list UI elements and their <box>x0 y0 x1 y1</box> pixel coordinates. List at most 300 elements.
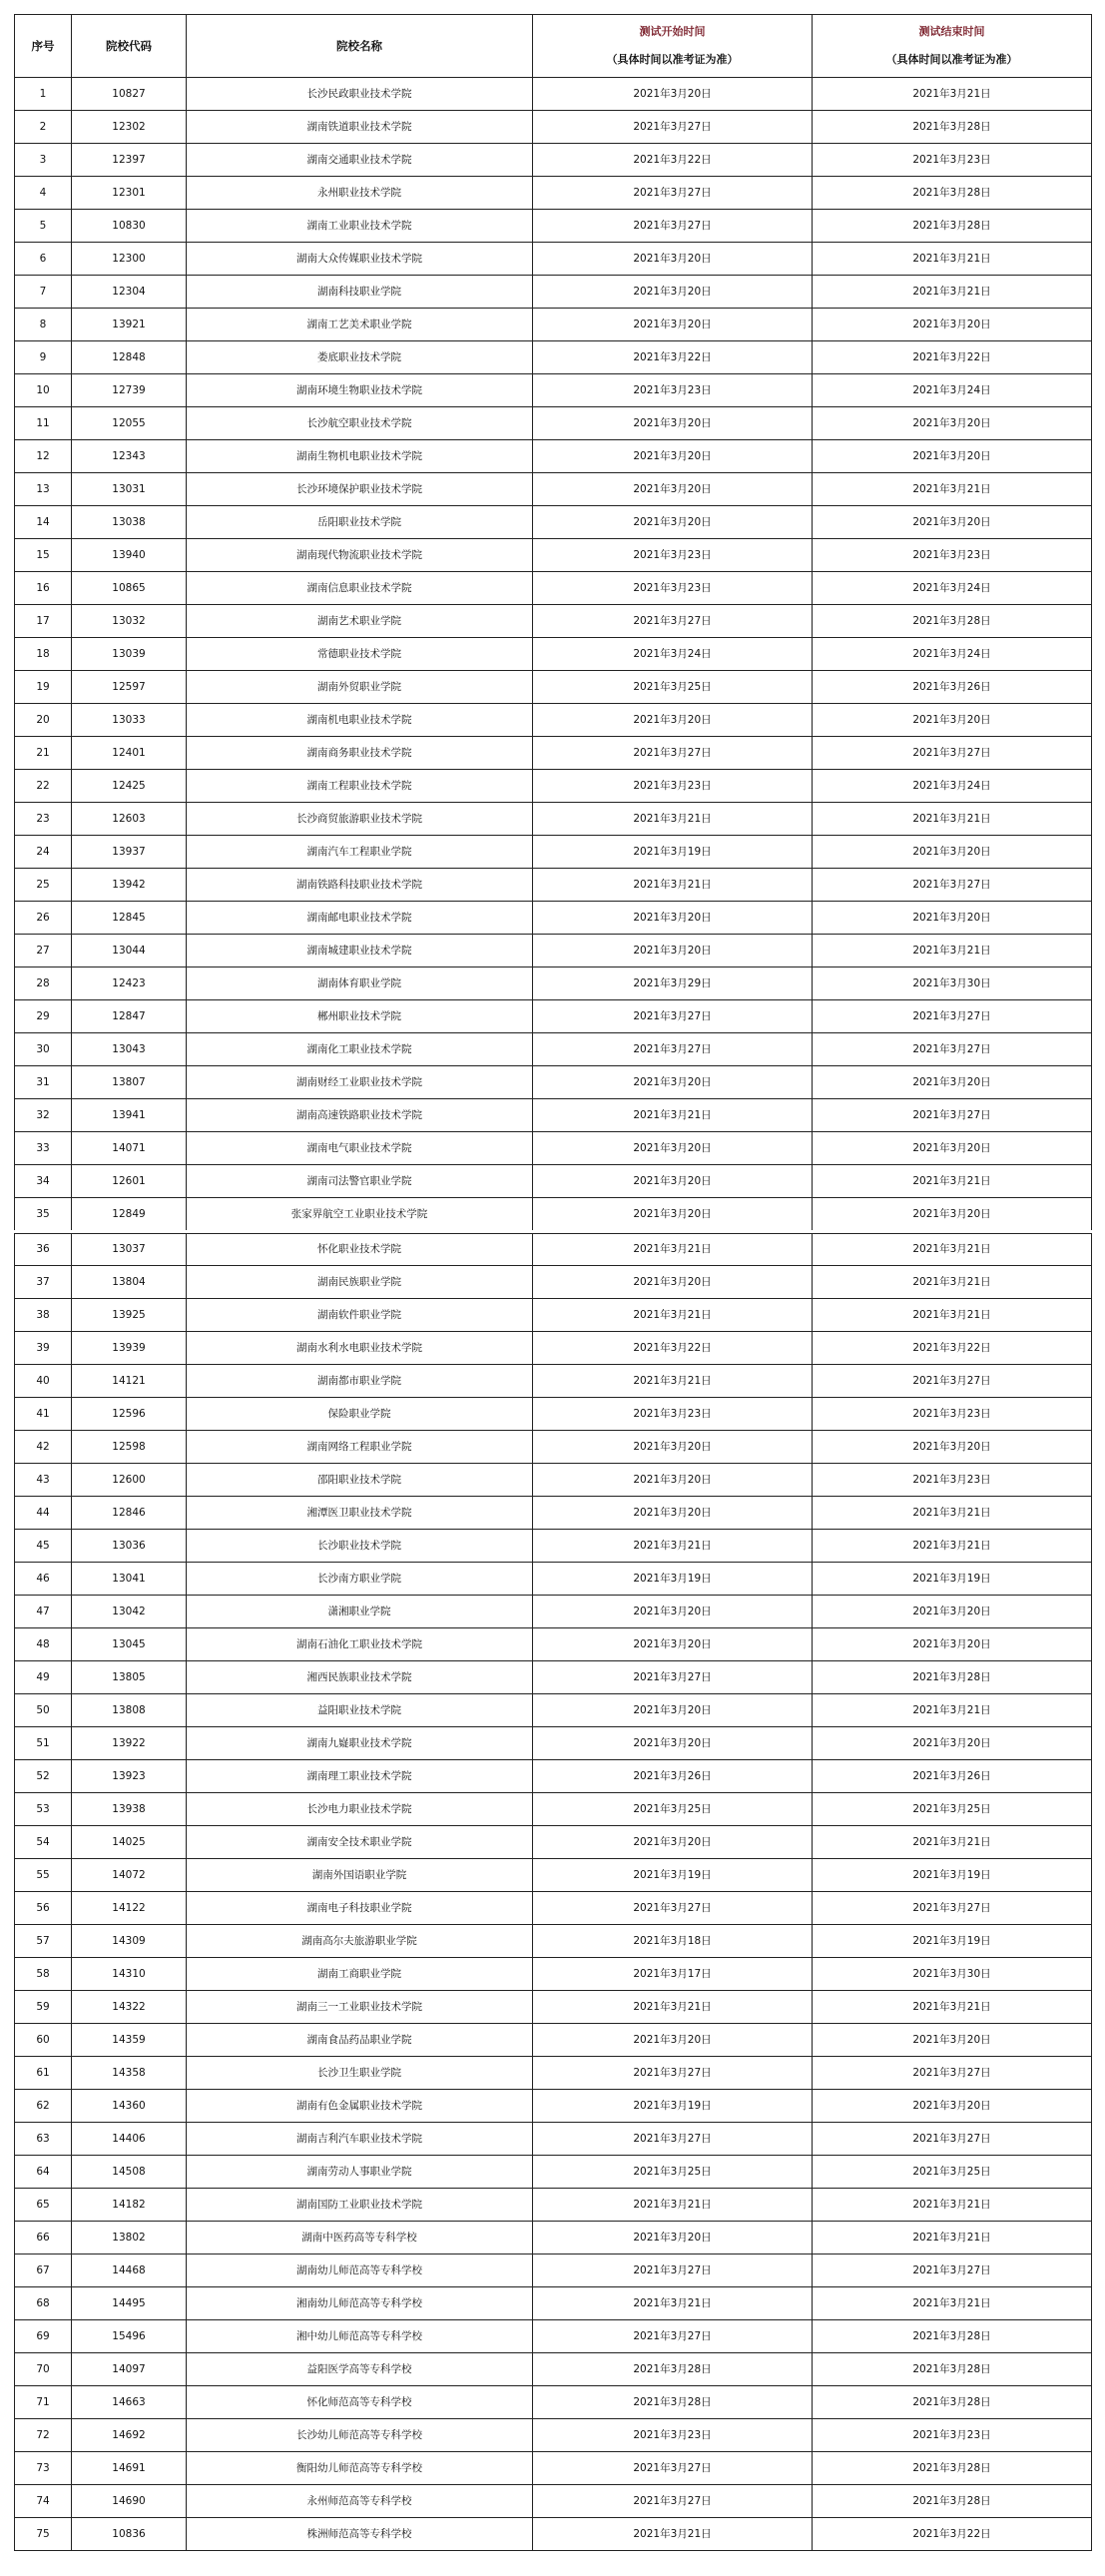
cell-start: 2021年3月21日 <box>533 1530 813 1563</box>
cell-code: 10865 <box>72 572 187 605</box>
cell-start: 2021年3月20日 <box>533 1464 813 1497</box>
cell-start: 2021年3月19日 <box>533 1563 813 1596</box>
cell-start: 2021年3月21日 <box>533 1365 813 1398</box>
cell-code: 12846 <box>72 1497 187 1530</box>
cell-end: 2021年3月20日 <box>813 1132 1092 1165</box>
cell-name: 湖南三一工业职业技术学院 <box>187 1991 533 2024</box>
table-row <box>15 2518 1092 2551</box>
cell-name: 长沙环境保护职业技术学院 <box>187 473 533 506</box>
cell-name: 湖南民族职业学院 <box>187 1266 533 1299</box>
table-row <box>15 869 1092 902</box>
cell-seq: 54 <box>15 1826 72 1859</box>
cell-seq: 10 <box>15 374 72 407</box>
cell-start: 2021年3月20日 <box>533 1132 813 1165</box>
cell-name: 邵阳职业技术学院 <box>187 1464 533 1497</box>
cell-start: 2021年3月27日 <box>533 2254 813 2287</box>
cell-start: 2021年3月20日 <box>533 2222 813 2254</box>
cell-name: 湖南机电职业技术学院 <box>187 704 533 737</box>
schedule-table-container <box>14 14 1091 2551</box>
cell-name: 湖南九嶷职业技术学院 <box>187 1727 533 1760</box>
cell-end: 2021年3月21日 <box>813 803 1092 836</box>
table-row <box>15 2189 1092 2222</box>
cell-start: 2021年3月20日 <box>533 1497 813 1530</box>
cell-seq: 55 <box>15 1859 72 1892</box>
cell-seq: 58 <box>15 1958 72 1991</box>
cell-code: 12304 <box>72 276 187 309</box>
table-row <box>15 2123 1092 2156</box>
cell-end: 2021年3月25日 <box>813 1793 1092 1826</box>
table-row <box>15 1266 1092 1299</box>
cell-end: 2021年3月21日 <box>813 78 1092 111</box>
cell-name: 长沙职业技术学院 <box>187 1530 533 1563</box>
cell-end: 2021年3月20日 <box>813 704 1092 737</box>
cell-code: 12423 <box>72 967 187 1000</box>
cell-start: 2021年3月27日 <box>533 2123 813 2156</box>
table-row <box>15 1760 1092 1793</box>
cell-code: 12601 <box>72 1165 187 1198</box>
cell-end: 2021年3月20日 <box>813 1727 1092 1760</box>
cell-name: 湖南司法警官职业学院 <box>187 1165 533 1198</box>
table-row <box>15 1431 1092 1464</box>
cell-seq: 51 <box>15 1727 72 1760</box>
cell-start: 2021年3月19日 <box>533 1859 813 1892</box>
cell-end: 2021年3月21日 <box>813 473 1092 506</box>
header-code: 院校代码 <box>72 15 187 78</box>
table-row <box>15 177 1092 210</box>
table-row <box>15 572 1092 605</box>
table-row <box>15 210 1092 243</box>
cell-start: 2021年3月20日 <box>533 78 813 111</box>
header-name: 院校名称 <box>187 15 533 78</box>
cell-code: 12301 <box>72 177 187 210</box>
table-row <box>15 78 1092 111</box>
table-row <box>15 1859 1092 1892</box>
cell-end: 2021年3月21日 <box>813 1991 1092 2024</box>
cell-start: 2021年3月27日 <box>533 2057 813 2090</box>
table-row <box>15 737 1092 770</box>
cell-seq: 16 <box>15 572 72 605</box>
cell-start: 2021年3月20日 <box>533 1198 813 1232</box>
cell-code: 14406 <box>72 2123 187 2156</box>
cell-name: 湖南城建职业技术学院 <box>187 935 533 967</box>
cell-seq: 11 <box>15 407 72 440</box>
table-row <box>15 902 1092 935</box>
table-row <box>15 2320 1092 2353</box>
cell-code: 14663 <box>72 2386 187 2419</box>
cell-end: 2021年3月28日 <box>813 210 1092 243</box>
table-row <box>15 1365 1092 1398</box>
cell-name: 湖南工业职业技术学院 <box>187 210 533 243</box>
cell-code: 13042 <box>72 1596 187 1628</box>
cell-seq: 14 <box>15 506 72 539</box>
cell-end: 2021年3月27日 <box>813 1365 1092 1398</box>
cell-code: 13804 <box>72 1266 187 1299</box>
cell-seq: 70 <box>15 2353 72 2386</box>
cell-seq: 20 <box>15 704 72 737</box>
table-row <box>15 1958 1092 1991</box>
cell-name: 湖南生物机电职业技术学院 <box>187 440 533 473</box>
header-start <box>533 15 813 78</box>
cell-name: 湖南食品药品职业学院 <box>187 2024 533 2057</box>
table-row <box>15 2222 1092 2254</box>
cell-seq: 42 <box>15 1431 72 1464</box>
cell-name: 湘南幼儿师范高等专科学校 <box>187 2287 533 2320</box>
cell-seq: 45 <box>15 1530 72 1563</box>
cell-start: 2021年3月21日 <box>533 803 813 836</box>
cell-start: 2021年3月22日 <box>533 341 813 374</box>
cell-name: 湖南石油化工职业技术学院 <box>187 1628 533 1661</box>
cell-code: 14495 <box>72 2287 187 2320</box>
cell-name: 湖南铁道职业技术学院 <box>187 111 533 144</box>
cell-end: 2021年3月21日 <box>813 2287 1092 2320</box>
cell-name: 湖南中医药高等专科学校 <box>187 2222 533 2254</box>
cell-name: 湖南外国语职业学院 <box>187 1859 533 1892</box>
cell-code: 12847 <box>72 1000 187 1033</box>
cell-seq: 26 <box>15 902 72 935</box>
cell-code: 12397 <box>72 144 187 177</box>
cell-seq: 69 <box>15 2320 72 2353</box>
table-row <box>15 1563 1092 1596</box>
table-row <box>15 1099 1092 1132</box>
cell-code: 12596 <box>72 1398 187 1431</box>
table-row <box>15 1232 1092 1266</box>
cell-start: 2021年3月20日 <box>533 1066 813 1099</box>
cell-name: 湖南艺术职业学院 <box>187 605 533 638</box>
cell-seq: 59 <box>15 1991 72 2024</box>
cell-start: 2021年3月21日 <box>533 1299 813 1332</box>
cell-name: 湖南交通职业技术学院 <box>187 144 533 177</box>
table-row <box>15 473 1092 506</box>
cell-end: 2021年3月28日 <box>813 1661 1092 1694</box>
cell-seq: 27 <box>15 935 72 967</box>
cell-name: 湖南有色金属职业技术学院 <box>187 2090 533 2123</box>
cell-seq: 75 <box>15 2518 72 2551</box>
cell-name: 湘西民族职业技术学院 <box>187 1661 533 1694</box>
cell-start: 2021年3月21日 <box>533 1232 813 1266</box>
cell-seq: 7 <box>15 276 72 309</box>
table-row <box>15 2090 1092 2123</box>
cell-name: 怀化师范高等专科学校 <box>187 2386 533 2419</box>
cell-name: 湖南财经工业职业技术学院 <box>187 1066 533 1099</box>
cell-start: 2021年3月20日 <box>533 440 813 473</box>
cell-end: 2021年3月28日 <box>813 111 1092 144</box>
cell-name: 长沙电力职业技术学院 <box>187 1793 533 1826</box>
cell-name: 株洲师范高等专科学校 <box>187 2518 533 2551</box>
cell-name: 湖南电气职业技术学院 <box>187 1132 533 1165</box>
cell-end: 2021年3月27日 <box>813 737 1092 770</box>
table-row <box>15 2254 1092 2287</box>
header-end <box>813 15 1092 78</box>
cell-code: 14359 <box>72 2024 187 2057</box>
table-row <box>15 1299 1092 1332</box>
cell-code: 12845 <box>72 902 187 935</box>
cell-end: 2021年3月21日 <box>813 2222 1092 2254</box>
cell-name: 湖南高尔夫旅游职业学院 <box>187 1925 533 1958</box>
table-row <box>15 407 1092 440</box>
cell-end: 2021年3月23日 <box>813 2419 1092 2452</box>
cell-name: 永州师范高等专科学校 <box>187 2485 533 2518</box>
cell-seq: 21 <box>15 737 72 770</box>
cell-start: 2021年3月21日 <box>533 1991 813 2024</box>
cell-code: 13941 <box>72 1099 187 1132</box>
cell-start: 2021年3月20日 <box>533 1628 813 1661</box>
cell-code: 14121 <box>72 1365 187 1398</box>
cell-end: 2021年3月23日 <box>813 1464 1092 1497</box>
cell-code: 13802 <box>72 2222 187 2254</box>
cell-start: 2021年3月27日 <box>533 1000 813 1033</box>
table-row <box>15 243 1092 276</box>
cell-seq: 62 <box>15 2090 72 2123</box>
cell-end: 2021年3月25日 <box>813 2156 1092 2189</box>
cell-code: 12055 <box>72 407 187 440</box>
cell-end: 2021年3月21日 <box>813 2189 1092 2222</box>
cell-name: 湖南网络工程职业学院 <box>187 1431 533 1464</box>
cell-name: 岳阳职业技术学院 <box>187 506 533 539</box>
cell-seq: 50 <box>15 1694 72 1727</box>
cell-start: 2021年3月23日 <box>533 539 813 572</box>
cell-code: 12598 <box>72 1431 187 1464</box>
table-row <box>15 1165 1092 1198</box>
cell-seq: 37 <box>15 1266 72 1299</box>
cell-seq: 40 <box>15 1365 72 1398</box>
cell-name: 常德职业技术学院 <box>187 638 533 671</box>
table-row <box>15 440 1092 473</box>
cell-end: 2021年3月28日 <box>813 2485 1092 2518</box>
cell-end: 2021年3月21日 <box>813 1266 1092 1299</box>
cell-name: 保险职业学院 <box>187 1398 533 1431</box>
cell-end: 2021年3月23日 <box>813 1398 1092 1431</box>
cell-seq: 71 <box>15 2386 72 2419</box>
cell-name: 湖南环境生物职业技术学院 <box>187 374 533 407</box>
table-row <box>15 2386 1092 2419</box>
cell-start: 2021年3月20日 <box>533 935 813 967</box>
cell-seq: 12 <box>15 440 72 473</box>
table-row <box>15 638 1092 671</box>
cell-start: 2021年3月20日 <box>533 506 813 539</box>
cell-end: 2021年3月26日 <box>813 1760 1092 1793</box>
cell-seq: 39 <box>15 1332 72 1365</box>
cell-seq: 29 <box>15 1000 72 1033</box>
cell-seq: 57 <box>15 1925 72 1958</box>
cell-seq: 46 <box>15 1563 72 1596</box>
table-row <box>15 1826 1092 1859</box>
cell-code: 13805 <box>72 1661 187 1694</box>
table-row <box>15 935 1092 967</box>
cell-name: 湖南吉利汽车职业技术学院 <box>187 2123 533 2156</box>
table-row <box>15 1694 1092 1727</box>
cell-start: 2021年3月20日 <box>533 243 813 276</box>
cell-code: 13921 <box>72 309 187 341</box>
table-row <box>15 276 1092 309</box>
table-row <box>15 1892 1092 1925</box>
table-row <box>15 2156 1092 2189</box>
cell-seq: 49 <box>15 1661 72 1694</box>
cell-seq: 24 <box>15 836 72 869</box>
cell-start: 2021年3月20日 <box>533 1165 813 1198</box>
table-row <box>15 605 1092 638</box>
table-row <box>15 144 1092 177</box>
cell-seq: 61 <box>15 2057 72 2090</box>
cell-seq: 17 <box>15 605 72 638</box>
cell-seq: 13 <box>15 473 72 506</box>
cell-name: 湖南信息职业技术学院 <box>187 572 533 605</box>
cell-end: 2021年3月27日 <box>813 2057 1092 2090</box>
cell-code: 14322 <box>72 1991 187 2024</box>
cell-name: 湖南工艺美术职业学院 <box>187 309 533 341</box>
cell-code: 13044 <box>72 935 187 967</box>
cell-start: 2021年3月21日 <box>533 2189 813 2222</box>
table-row <box>15 1464 1092 1497</box>
cell-end: 2021年3月28日 <box>813 177 1092 210</box>
table-row <box>15 1530 1092 1563</box>
cell-code: 13032 <box>72 605 187 638</box>
cell-seq: 47 <box>15 1596 72 1628</box>
cell-code: 12300 <box>72 243 187 276</box>
cell-start: 2021年3月27日 <box>533 2320 813 2353</box>
table-row <box>15 1628 1092 1661</box>
cell-name: 湖南软件职业学院 <box>187 1299 533 1332</box>
table-row <box>15 704 1092 737</box>
cell-code: 13031 <box>72 473 187 506</box>
cell-code: 14690 <box>72 2485 187 2518</box>
table-row <box>15 803 1092 836</box>
table-row <box>15 1596 1092 1628</box>
cell-end: 2021年3月23日 <box>813 539 1092 572</box>
cell-end: 2021年3月28日 <box>813 2320 1092 2353</box>
cell-start: 2021年3月25日 <box>533 1793 813 1826</box>
cell-code: 12597 <box>72 671 187 704</box>
cell-start: 2021年3月27日 <box>533 2452 813 2485</box>
cell-start: 2021年3月20日 <box>533 1596 813 1628</box>
cell-code: 14508 <box>72 2156 187 2189</box>
cell-code: 14692 <box>72 2419 187 2452</box>
header-row <box>15 15 1092 78</box>
cell-seq: 72 <box>15 2419 72 2452</box>
table-row <box>15 2419 1092 2452</box>
cell-code: 10827 <box>72 78 187 111</box>
cell-code: 14691 <box>72 2452 187 2485</box>
cell-seq: 36 <box>15 1232 72 1266</box>
cell-end: 2021年3月22日 <box>813 2518 1092 2551</box>
cell-end: 2021年3月27日 <box>813 1033 1092 1066</box>
cell-start: 2021年3月27日 <box>533 210 813 243</box>
cell-start: 2021年3月20日 <box>533 1826 813 1859</box>
cell-code: 14097 <box>72 2353 187 2386</box>
cell-name: 湖南国防工业职业技术学院 <box>187 2189 533 2222</box>
cell-start: 2021年3月19日 <box>533 836 813 869</box>
cell-end: 2021年3月27日 <box>813 869 1092 902</box>
header-seq: 序号 <box>15 15 72 78</box>
header-start-title: 测试开始时间 <box>639 25 706 38</box>
table-row <box>15 1132 1092 1165</box>
cell-seq: 35 <box>15 1198 72 1232</box>
cell-start: 2021年3月23日 <box>533 2419 813 2452</box>
cell-start: 2021年3月20日 <box>533 309 813 341</box>
cell-seq: 44 <box>15 1497 72 1530</box>
table-row <box>15 1398 1092 1431</box>
cell-end: 2021年3月22日 <box>813 1332 1092 1365</box>
cell-end: 2021年3月28日 <box>813 2386 1092 2419</box>
cell-code: 14360 <box>72 2090 187 2123</box>
cell-name: 湖南高速铁路职业技术学院 <box>187 1099 533 1132</box>
cell-end: 2021年3月28日 <box>813 605 1092 638</box>
cell-name: 湖南外贸职业学院 <box>187 671 533 704</box>
cell-end: 2021年3月22日 <box>813 341 1092 374</box>
cell-code: 13041 <box>72 1563 187 1596</box>
cell-seq: 3 <box>15 144 72 177</box>
cell-seq: 34 <box>15 1165 72 1198</box>
cell-code: 13045 <box>72 1628 187 1661</box>
table-row <box>15 1198 1092 1232</box>
cell-seq: 65 <box>15 2189 72 2222</box>
cell-seq: 32 <box>15 1099 72 1132</box>
cell-code: 14071 <box>72 1132 187 1165</box>
cell-name: 长沙商贸旅游职业技术学院 <box>187 803 533 836</box>
cell-seq: 19 <box>15 671 72 704</box>
cell-end: 2021年3月21日 <box>813 1497 1092 1530</box>
cell-name: 郴州职业技术学院 <box>187 1000 533 1033</box>
cell-end: 2021年3月27日 <box>813 2123 1092 2156</box>
cell-end: 2021年3月23日 <box>813 144 1092 177</box>
cell-seq: 41 <box>15 1398 72 1431</box>
cell-code: 13033 <box>72 704 187 737</box>
cell-code: 13036 <box>72 1530 187 1563</box>
cell-start: 2021年3月21日 <box>533 2518 813 2551</box>
cell-seq: 64 <box>15 2156 72 2189</box>
table-row <box>15 770 1092 803</box>
cell-code: 13808 <box>72 1694 187 1727</box>
table-row <box>15 2485 1092 2518</box>
cell-seq: 48 <box>15 1628 72 1661</box>
cell-name: 湖南大众传媒职业技术学院 <box>187 243 533 276</box>
cell-start: 2021年3月25日 <box>533 671 813 704</box>
cell-end: 2021年3月27日 <box>813 1099 1092 1132</box>
cell-seq: 73 <box>15 2452 72 2485</box>
table-row <box>15 1497 1092 1530</box>
cell-end: 2021年3月20日 <box>813 1198 1092 1232</box>
cell-name: 湖南水利水电职业技术学院 <box>187 1332 533 1365</box>
cell-end: 2021年3月30日 <box>813 967 1092 1000</box>
cell-start: 2021年3月27日 <box>533 1661 813 1694</box>
cell-start: 2021年3月22日 <box>533 144 813 177</box>
table-row <box>15 309 1092 341</box>
cell-start: 2021年3月21日 <box>533 869 813 902</box>
cell-seq: 66 <box>15 2222 72 2254</box>
cell-start: 2021年3月27日 <box>533 605 813 638</box>
cell-code: 10836 <box>72 2518 187 2551</box>
cell-code: 15496 <box>72 2320 187 2353</box>
cell-code: 13922 <box>72 1727 187 1760</box>
cell-end: 2021年3月21日 <box>813 1826 1092 1859</box>
cell-start: 2021年3月25日 <box>533 2156 813 2189</box>
table-row <box>15 1000 1092 1033</box>
cell-start: 2021年3月27日 <box>533 111 813 144</box>
cell-name: 湖南科技职业学院 <box>187 276 533 309</box>
cell-end: 2021年3月27日 <box>813 2254 1092 2287</box>
cell-end: 2021年3月24日 <box>813 770 1092 803</box>
cell-start: 2021年3月20日 <box>533 902 813 935</box>
table-row <box>15 2353 1092 2386</box>
cell-name: 长沙航空职业技术学院 <box>187 407 533 440</box>
cell-seq: 5 <box>15 210 72 243</box>
cell-start: 2021年3月20日 <box>533 276 813 309</box>
cell-name: 湖南理工职业技术学院 <box>187 1760 533 1793</box>
cell-end: 2021年3月20日 <box>813 2024 1092 2057</box>
cell-seq: 2 <box>15 111 72 144</box>
cell-start: 2021年3月23日 <box>533 572 813 605</box>
cell-start: 2021年3月17日 <box>533 1958 813 1991</box>
cell-end: 2021年3月27日 <box>813 1892 1092 1925</box>
